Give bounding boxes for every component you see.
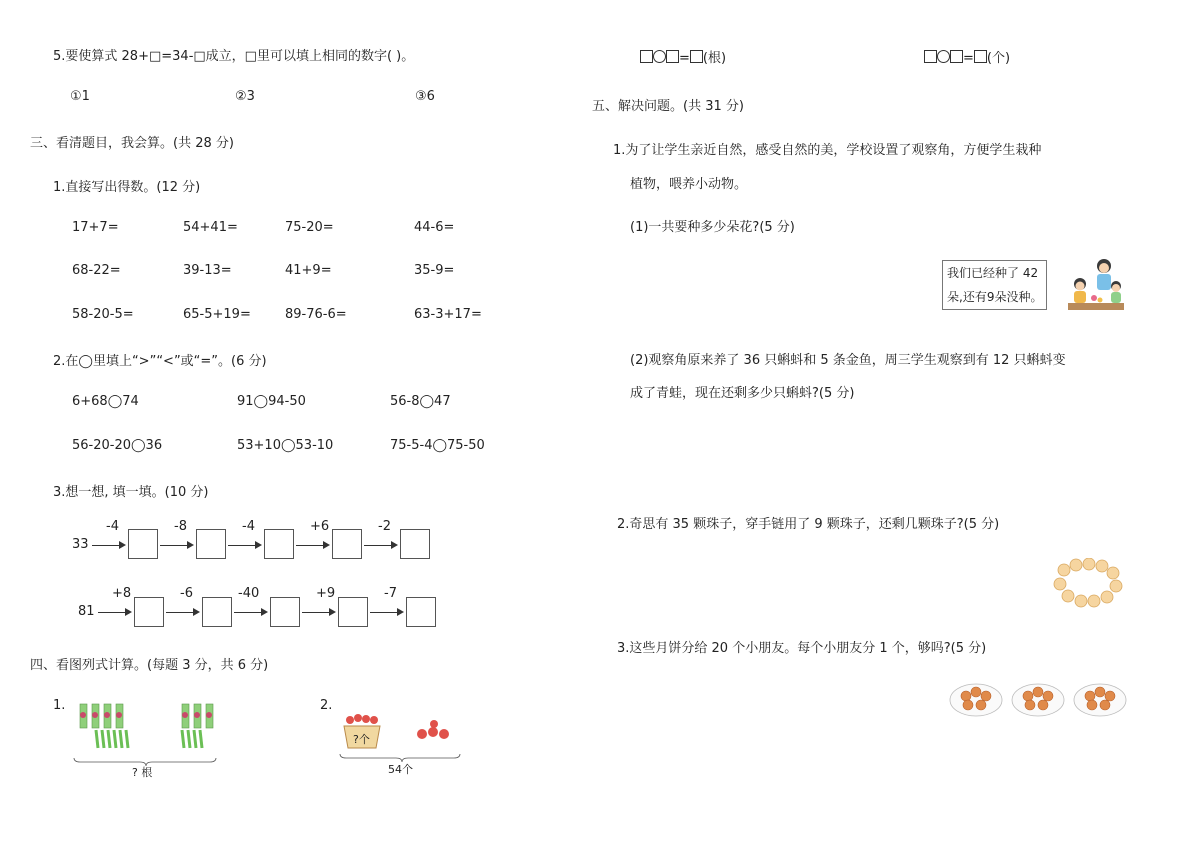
- chain1-arrow: -4: [92, 537, 126, 549]
- calc-item: 75-20=: [285, 220, 334, 235]
- children-planting-illustration: [1064, 256, 1126, 312]
- bubble-line: 我们已经种了 42: [947, 266, 1039, 280]
- chain1-answer-box[interactable]: [400, 529, 430, 559]
- chain1-arrow: -4: [228, 537, 262, 549]
- compare-item: 56-8◯47: [390, 394, 451, 409]
- unit-label: (个): [986, 51, 1011, 66]
- section-5-title: 五、解决问题。(共 31 分): [592, 99, 744, 114]
- equation-template-1: = (根): [640, 47, 726, 66]
- compare-item: 75-5-4◯75-50: [390, 438, 485, 453]
- chain1-arrow: +6: [296, 537, 330, 549]
- calc-item: 35-9=: [414, 263, 455, 278]
- blank-square-icon[interactable]: [690, 50, 703, 63]
- calc-item: 54+41=: [183, 220, 238, 235]
- sec5-q1-sub2-line1: (2)观察角原来养了 36 只蝌蚪和 5 条金鱼，周三学生观察到有 12 只蝌蚪变: [630, 353, 1066, 368]
- calc-item: 68-22=: [72, 263, 121, 278]
- compare-item: 6+68◯74: [72, 394, 139, 409]
- chain1-answer-box[interactable]: [332, 529, 362, 559]
- sec5-q2: 2.奇思有 35 颗珠子，穿手链用了 9 颗珠子，还剩几颗珠子?(5 分): [617, 517, 1000, 532]
- chain1-start: 33: [72, 537, 89, 552]
- sec4-item1-brace-label: ? 根: [132, 766, 153, 779]
- equation-template-2: = (个): [924, 47, 1010, 66]
- blank-square-icon[interactable]: [950, 50, 963, 63]
- sec5-q1-sub2-line2: 成了青蛙，现在还剩多少只蝌蚪?(5 分): [630, 386, 855, 401]
- q5-stem: 5.要使算式 28+□=34-□成立，□里可以填上相同的数字( )。: [53, 49, 415, 64]
- calc-item: 65-5+19=: [183, 307, 251, 322]
- calc-item: 89-76-6=: [285, 307, 347, 322]
- sec4-item1-number: 1.: [53, 698, 66, 713]
- blank-square-icon[interactable]: [924, 50, 937, 63]
- q5-option-3[interactable]: ③6: [415, 89, 435, 104]
- calc-item: 17+7=: [72, 220, 119, 235]
- chain1-arrow: -8: [160, 537, 194, 549]
- compare-item: 53+10◯53-10: [237, 438, 334, 453]
- sec5-q1-sub1: (1)一共要种多少朵花?(5 分): [630, 220, 795, 235]
- compare-item: 56-20-20◯36: [72, 438, 163, 453]
- sec4-item2-brace-label: 54个: [388, 763, 413, 776]
- chain2-answer-box[interactable]: [338, 597, 368, 627]
- calc-item: 41+9=: [285, 263, 332, 278]
- section-3-title: 三、看清题目，我会算。(共 28 分): [30, 136, 234, 151]
- basket-label: ?个: [353, 733, 370, 746]
- chain2-arrow: -7: [370, 604, 404, 616]
- blank-circle-icon[interactable]: [937, 50, 950, 63]
- calc-item: 44-6=: [414, 220, 455, 235]
- sec4-item2-number: 2.: [320, 698, 333, 713]
- compare-item: 91◯94-50: [237, 394, 306, 409]
- chain1-arrow: -2: [364, 537, 398, 549]
- chain2-arrow: +9: [302, 604, 336, 616]
- calc-item: 58-20-5=: [72, 307, 134, 322]
- bead-bracelet-illustration: [1050, 558, 1126, 608]
- calc-item: 63-3+17=: [414, 307, 482, 322]
- blank-square-icon[interactable]: [640, 50, 653, 63]
- chain1-answer-box[interactable]: [128, 529, 158, 559]
- mooncake-plates-illustration: [948, 678, 1128, 720]
- chain1-answer-box[interactable]: [196, 529, 226, 559]
- sec3-part2-title: 2.在◯里填上“>”“<”或“=”。(6 分): [53, 354, 267, 369]
- sec3-part3-title: 3.想一想, 填一填。(10 分): [53, 485, 209, 500]
- sec5-q3: 3.这些月饼分给 20 个小朋友。每个小朋友分 1 个，够吗?(5 分): [617, 641, 987, 656]
- calc-item: 39-13=: [183, 263, 232, 278]
- sec5-q1-line1: 1.为了让学生亲近自然，感受自然的美，学校设置了观察角，方便学生栽种: [613, 143, 1042, 158]
- q5-option-1[interactable]: ①1: [70, 89, 90, 104]
- sec3-part1-title: 1.直接写出得数。(12 分): [53, 180, 201, 195]
- chain2-arrow: -6: [166, 604, 200, 616]
- chain2-answer-box[interactable]: [406, 597, 436, 627]
- chain2-arrow: +8: [98, 604, 132, 616]
- chain2-answer-box[interactable]: [134, 597, 164, 627]
- chain2-answer-box[interactable]: [202, 597, 232, 627]
- bubble-line: 朵,还有9朵没种。: [947, 290, 1043, 304]
- q5-option-2[interactable]: ②3: [235, 89, 255, 104]
- chain2-answer-box[interactable]: [270, 597, 300, 627]
- unit-label: (根): [702, 51, 727, 66]
- chain1-answer-box[interactable]: [264, 529, 294, 559]
- section-4-title: 四、看图列式计算。(每题 3 分，共 6 分): [30, 658, 269, 673]
- chain2-arrow: -40: [234, 604, 268, 616]
- blank-square-icon[interactable]: [974, 50, 987, 63]
- sec5-q1-line2: 植物，喂养小动物。: [630, 177, 748, 192]
- speech-bubble: [942, 260, 1047, 310]
- chain2-start: 81: [78, 604, 95, 619]
- blank-square-icon[interactable]: [666, 50, 679, 63]
- blank-circle-icon[interactable]: [653, 50, 666, 63]
